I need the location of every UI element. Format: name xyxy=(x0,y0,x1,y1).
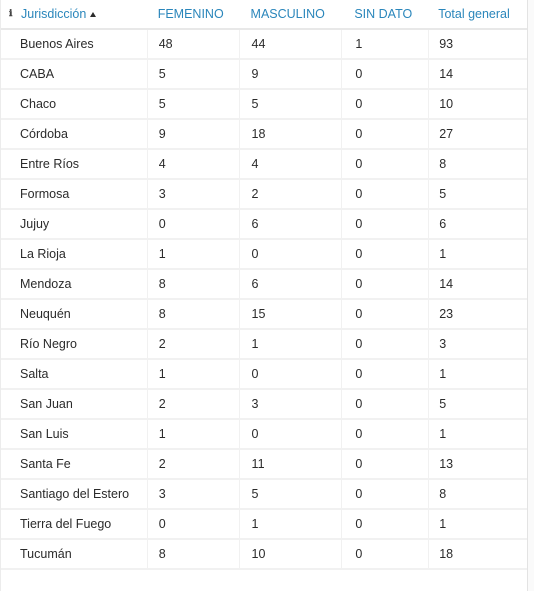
femenino-cell: 8 xyxy=(147,300,239,328)
total-general-cell: 13 xyxy=(428,450,527,478)
sin-dato-cell: 0 xyxy=(341,240,428,268)
masculino-cell: 15 xyxy=(239,300,342,328)
jurisdiccion-cell: Entre Ríos xyxy=(20,157,80,171)
masculino-cell: 1 xyxy=(239,330,342,358)
femenino-cell: 1 xyxy=(147,360,239,388)
table-row[interactable] xyxy=(1,120,527,150)
sin-dato-cell: 0 xyxy=(341,300,428,328)
column-header-jurisdiccion[interactable] xyxy=(1,0,147,28)
table-row[interactable] xyxy=(1,150,527,180)
masculino-cell: 6 xyxy=(239,270,342,298)
femenino-cell: 9 xyxy=(147,120,239,148)
total-general-cell: 1 xyxy=(428,360,527,388)
table-row[interactable] xyxy=(1,30,527,60)
masculino-cell: 0 xyxy=(239,420,342,448)
table-row[interactable] xyxy=(1,390,527,420)
total-general-cell: 3 xyxy=(428,330,527,358)
sin-dato-cell: 0 xyxy=(341,180,428,208)
total-general-cell: 23 xyxy=(428,300,527,328)
total-general-cell: 8 xyxy=(428,150,527,178)
column-header-label[interactable]: SIN DATO xyxy=(354,7,413,21)
table-row[interactable] xyxy=(1,540,527,570)
info-icon[interactable]: ℹ xyxy=(9,9,13,19)
femenino-cell: 0 xyxy=(147,510,239,538)
vertical-scrollbar[interactable] xyxy=(528,0,534,591)
column-header-masculino[interactable] xyxy=(239,0,342,28)
total-general-cell: 1 xyxy=(428,510,527,538)
sin-dato-cell: 0 xyxy=(341,360,428,388)
jurisdiccion-cell: San Luis xyxy=(20,427,69,441)
column-header-femenino[interactable] xyxy=(147,0,239,28)
masculino-cell: 44 xyxy=(239,30,342,58)
femenino-cell: 1 xyxy=(147,240,239,268)
sin-dato-cell: 0 xyxy=(341,150,428,178)
table-row[interactable] xyxy=(1,90,527,120)
femenino-cell: 5 xyxy=(147,60,239,88)
femenino-cell: 3 xyxy=(147,180,239,208)
femenino-cell: 8 xyxy=(147,540,239,568)
jurisdiccion-cell: Río Negro xyxy=(20,337,77,351)
masculino-cell: 11 xyxy=(239,450,342,478)
total-general-cell: 1 xyxy=(428,420,527,448)
sin-dato-cell: 0 xyxy=(341,540,428,568)
column-header-label[interactable]: MASCULINO xyxy=(250,7,325,21)
table-row[interactable] xyxy=(1,300,527,330)
total-general-cell: 93 xyxy=(428,30,527,58)
femenino-cell: 5 xyxy=(147,90,239,118)
table-row[interactable] xyxy=(1,420,527,450)
jurisdiccion-cell: Jujuy xyxy=(20,217,50,231)
sin-dato-cell: 0 xyxy=(341,390,428,418)
masculino-cell: 0 xyxy=(239,240,342,268)
femenino-cell: 4 xyxy=(147,150,239,178)
sin-dato-cell: 0 xyxy=(341,60,428,88)
masculino-cell: 10 xyxy=(239,540,342,568)
table-header xyxy=(1,0,527,30)
masculino-cell: 2 xyxy=(239,180,342,208)
total-general-cell: 18 xyxy=(428,540,527,568)
jurisdiccion-cell: Buenos Aires xyxy=(20,37,94,51)
jurisdiccion-cell: Formosa xyxy=(20,187,70,201)
femenino-cell: 1 xyxy=(147,420,239,448)
sin-dato-cell: 0 xyxy=(341,510,428,538)
jurisdiccion-cell: Salta xyxy=(20,367,49,381)
masculino-cell: 9 xyxy=(239,60,342,88)
table-row[interactable] xyxy=(1,240,527,270)
masculino-cell: 6 xyxy=(239,210,342,238)
table-row[interactable] xyxy=(1,360,527,390)
masculino-cell: 1 xyxy=(239,510,342,538)
total-general-cell: 10 xyxy=(428,90,527,118)
table-body xyxy=(1,30,527,570)
total-general-cell: 5 xyxy=(428,390,527,418)
table-row[interactable] xyxy=(1,210,527,240)
total-general-cell: 6 xyxy=(428,210,527,238)
femenino-cell: 0 xyxy=(147,210,239,238)
masculino-cell: 0 xyxy=(239,360,342,388)
table-row[interactable] xyxy=(1,480,527,510)
column-header-sin-dato[interactable] xyxy=(341,0,428,28)
total-general-cell: 14 xyxy=(428,60,527,88)
sin-dato-cell: 0 xyxy=(341,480,428,508)
masculino-cell: 4 xyxy=(239,150,342,178)
sin-dato-cell: 0 xyxy=(341,210,428,238)
table-row[interactable] xyxy=(1,270,527,300)
table-row[interactable] xyxy=(1,450,527,480)
total-general-cell: 5 xyxy=(428,180,527,208)
masculino-cell: 3 xyxy=(239,390,342,418)
sin-dato-cell: 0 xyxy=(341,270,428,298)
jurisdiccion-cell: San Juan xyxy=(20,397,73,411)
sin-dato-cell: 0 xyxy=(341,120,428,148)
column-header-total-general[interactable] xyxy=(428,0,527,28)
masculino-cell: 5 xyxy=(239,480,342,508)
jurisdiccion-cell: Neuquén xyxy=(20,307,71,321)
jurisdiccion-cell: CABA xyxy=(20,67,55,81)
total-general-cell: 14 xyxy=(428,270,527,298)
jurisdiccion-cell: Mendoza xyxy=(20,277,72,291)
jurisdiccion-cell: Tierra del Fuego xyxy=(20,517,112,531)
femenino-cell: 48 xyxy=(147,30,239,58)
sin-dato-cell: 0 xyxy=(341,450,428,478)
sin-dato-cell: 0 xyxy=(341,90,428,118)
masculino-cell: 5 xyxy=(239,90,342,118)
sort-ascending-icon[interactable] xyxy=(90,12,96,17)
jurisdiccion-cell: La Rioja xyxy=(20,247,66,261)
masculino-cell: 18 xyxy=(239,120,342,148)
femenino-cell: 8 xyxy=(147,270,239,298)
table-row[interactable] xyxy=(1,60,527,90)
table-row[interactable] xyxy=(1,510,527,540)
sin-dato-cell: 0 xyxy=(341,420,428,448)
femenino-cell: 2 xyxy=(147,450,239,478)
femenino-cell: 3 xyxy=(147,480,239,508)
sin-dato-cell: 1 xyxy=(341,30,428,58)
column-header-label[interactable]: Total general xyxy=(438,7,510,21)
table-row[interactable] xyxy=(1,330,527,360)
column-header-label[interactable]: Jurisdicción xyxy=(21,7,87,21)
total-general-cell: 8 xyxy=(428,480,527,508)
total-general-cell: 27 xyxy=(428,120,527,148)
jurisdiccion-cell: Tucumán xyxy=(20,547,72,561)
jurisdiccion-cell: Santa Fe xyxy=(20,457,71,471)
femenino-cell: 2 xyxy=(147,390,239,418)
total-general-cell: 1 xyxy=(428,240,527,268)
table-footer-space xyxy=(1,570,527,588)
column-header-label[interactable]: FEMENINO xyxy=(157,7,224,21)
sin-dato-cell: 0 xyxy=(341,330,428,358)
jurisdiccion-cell: Córdoba xyxy=(20,127,68,141)
femenino-cell: 2 xyxy=(147,330,239,358)
table-row[interactable] xyxy=(1,180,527,210)
jurisdiccion-cell: Santiago del Estero xyxy=(20,487,130,501)
jurisdiccion-cell: Chaco xyxy=(20,97,57,111)
